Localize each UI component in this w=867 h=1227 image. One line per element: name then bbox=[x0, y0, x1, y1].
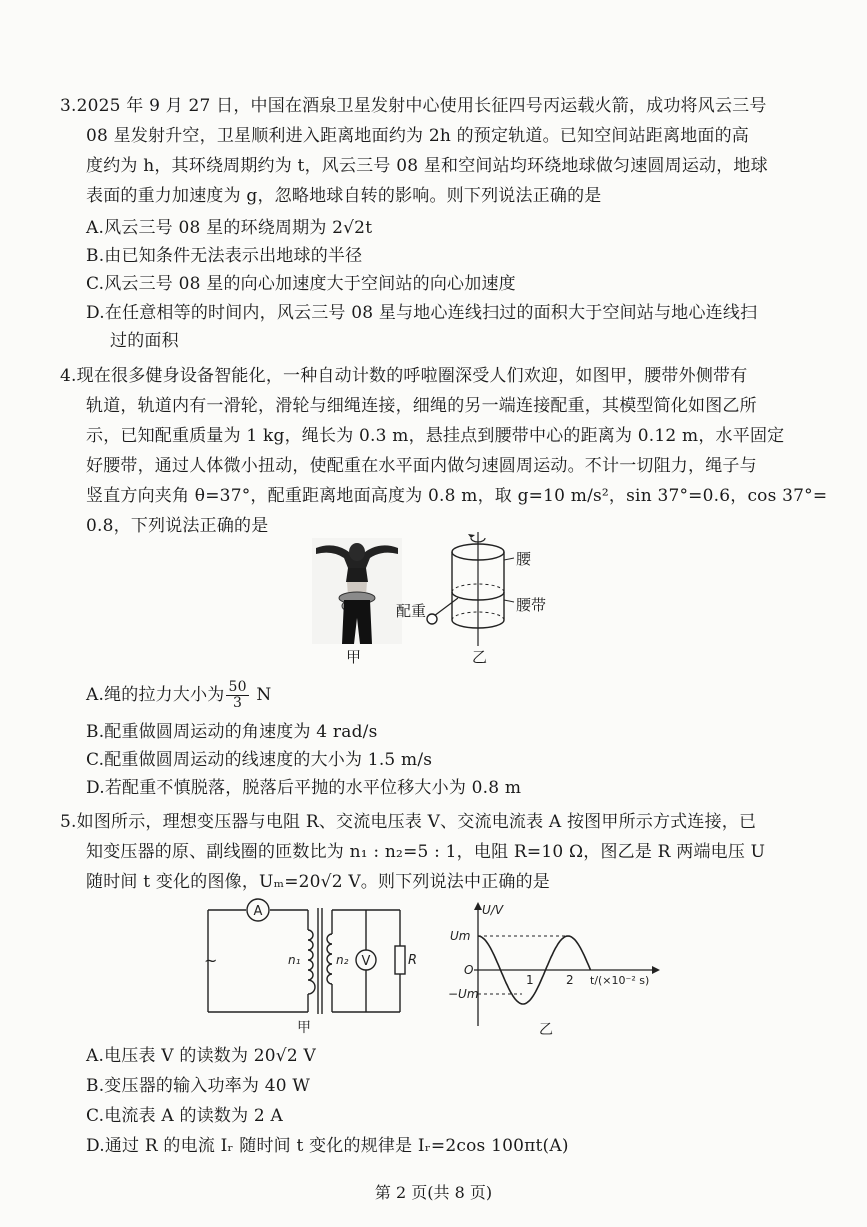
q3-option-c: C.风云三号 08 星的向心加速度大于空间站的向心加速度 bbox=[86, 274, 516, 294]
q3-stem-line-2: 08 星发射升空，卫星顺利进入距离地面约为 2h 的预定轨道。已知空间站距离地面的高 bbox=[86, 126, 750, 146]
q4-stem-line-4: 好腰带，通过人体微小扭动，使配重在水平面内做匀速圆周运动。不计一切阻力，绳子与 bbox=[86, 456, 757, 476]
q5-option-c: C.电流表 A 的读数为 2 A bbox=[86, 1106, 283, 1126]
um-tick-label: Um bbox=[450, 929, 471, 943]
ammeter-label: A bbox=[253, 904, 263, 919]
q5-option-b: B.变压器的输入功率为 40 W bbox=[86, 1076, 311, 1096]
x-tick-2: 2 bbox=[566, 973, 574, 987]
q3-stem-line-4: 表面的重力加速度为 g，忽略地球自转的影响。则下列说法正确的是 bbox=[86, 186, 602, 206]
q5-option-a: A.电压表 V 的读数为 20√2 V bbox=[86, 1046, 316, 1066]
cylinder-diagram bbox=[418, 530, 558, 648]
page-footer: 第 2 页(共 8 页) bbox=[374, 1183, 493, 1202]
q4-option-b: B.配重做圆周运动的角速度为 4 rad/s bbox=[86, 722, 378, 742]
q4-option-a-fraction bbox=[226, 680, 248, 711]
q5-stem-line-1: 5.如图所示，理想变压器与电阻 R、交流电压表 V、交流电流表 A 按图甲所示方式连接，已 bbox=[60, 812, 757, 832]
q3-option-a: A.风云三号 08 星的环绕周期为 2√2t bbox=[86, 218, 373, 238]
q4-stem-line-3: 示，已知配重质量为 1 kg，绳长为 0.3 m，悬挂点到腰带中心的距离为 0.12 m，水平固定 bbox=[86, 426, 785, 446]
q4-option-d: D.若配重不慎脱落，脱落后平抛的水平位移大小为 0.8 m bbox=[86, 778, 522, 798]
q3-option-b: B.由已知条件无法表示出地球的半径 bbox=[86, 246, 363, 266]
label-belt: 腰带 bbox=[516, 596, 547, 614]
q4-option-a bbox=[86, 680, 271, 711]
q5-stem-line-2: 知变压器的原、副线圈的匝数比为 n₁ : n₂=5 : 1，电阻 R=10 Ω，图乙是 R 两端电压 U bbox=[86, 842, 766, 862]
q3-option-d-line-2: 过的面积 bbox=[110, 331, 179, 351]
label-waist: 腰 bbox=[516, 550, 532, 568]
transformer-circuit bbox=[200, 894, 420, 1036]
q4-option-c: C.配重做圆周运动的线速度的大小为 1.5 m/s bbox=[86, 750, 433, 770]
caption-yi-1: 乙 bbox=[472, 648, 488, 666]
hula-hoop-photo bbox=[312, 538, 402, 644]
y-axis-label: U/V bbox=[482, 903, 504, 917]
label-weight: 配重 bbox=[396, 602, 427, 620]
caption-jia-2: 甲 bbox=[297, 1020, 311, 1036]
q5-stem-line-3: 随时间 t 变化的图像，Uₘ=20√2 V。则下列说法中正确的是 bbox=[86, 872, 550, 892]
q4-stem-line-6: 0.8，下列说法正确的是 bbox=[86, 516, 269, 536]
neg-um-tick-label: −Um bbox=[448, 987, 479, 1001]
q3-stem-line-1: 3.2025 年 9 月 27 日，中国在酒泉卫星发射中心使用长征四号丙运载火箭，成功将风云三号 bbox=[60, 96, 767, 116]
q3-stem-line-3: 度约为 h，其环绕周期约为 t，风云三号 08 星和空间站均环绕地球做匀速圆周运动，地球 bbox=[86, 156, 768, 176]
q4-stem-line-5: 竖直方向夹角 θ=37°，配重距离地面高度为 0.8 m，取 g=10 m/s²，sin 37°=0.6，cos 37°= bbox=[86, 486, 828, 506]
q4-stem-line-2: 轨道，轨道内有一滑轮，滑轮与细绳连接，细绳的另一端连接配重，其模型简化如图乙所 bbox=[86, 396, 757, 416]
x-axis-label: t/(×10⁻² s) bbox=[590, 974, 650, 987]
q3-option-d-line-1: D.在任意相等的时间内，风云三号 08 星与地心连线扫过的面积大于空间站与地心连线扫 bbox=[86, 303, 758, 323]
caption-jia-1: 甲 bbox=[346, 648, 362, 666]
voltage-time-graph bbox=[448, 900, 668, 1040]
voltmeter-label: V bbox=[361, 954, 371, 969]
resistor-label: R bbox=[408, 953, 418, 968]
n1-label: n₁ bbox=[288, 953, 301, 967]
caption-yi-2: 乙 bbox=[539, 1022, 553, 1038]
fraction-numerator: 50 bbox=[228, 679, 247, 695]
fraction-denominator: 3 bbox=[233, 695, 243, 711]
q4-option-a-unit: N bbox=[256, 685, 272, 705]
n2-label: n₂ bbox=[336, 953, 349, 967]
q5-option-d: D.通过 R 的电流 Iᵣ 随时间 t 变化的规律是 Iᵣ=2cos 100πt(A) bbox=[86, 1136, 569, 1156]
q4-option-a-prefix: A.绳的拉力大小为 bbox=[86, 685, 225, 705]
x-tick-1: 1 bbox=[526, 973, 534, 987]
q4-stem-line-1: 4.现在很多健身设备智能化，一种自动计数的呼啦圈深受人们欢迎，如图甲，腰带外侧带有 bbox=[60, 366, 748, 386]
origin-label: O bbox=[464, 963, 474, 977]
ac-source-symbol: ~ bbox=[204, 951, 218, 970]
